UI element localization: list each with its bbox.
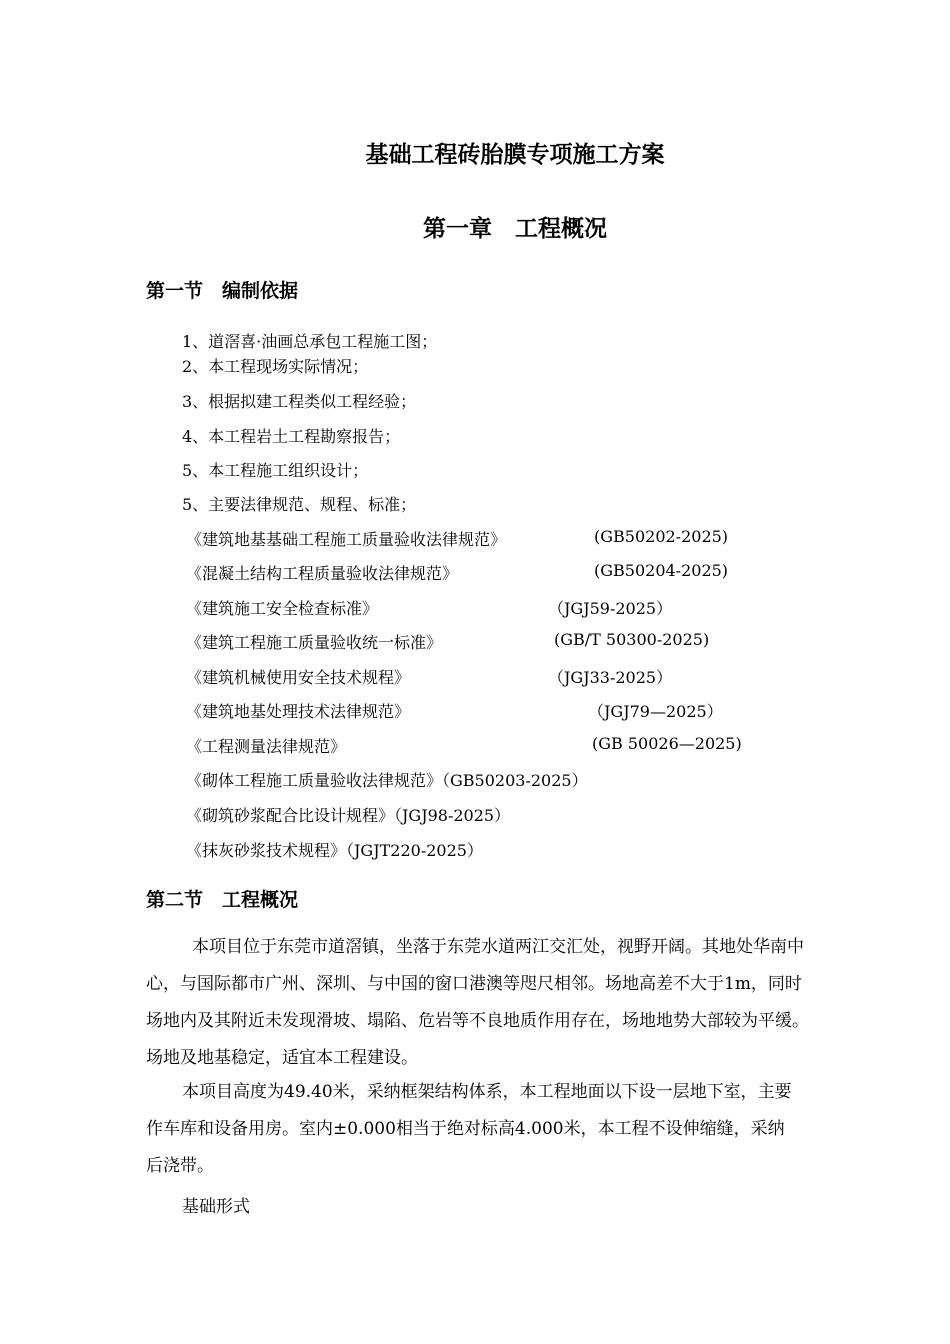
section-heading-basis: 第一节 编制依据 [146, 280, 299, 302]
standard-code: （JGJ33-2025） [548, 668, 673, 687]
standard-code: (GB50204-2025) [594, 561, 729, 580]
basis-item: 4、本工程岩土工程勘察报告； [182, 427, 401, 446]
standard-name: 《混凝土结构工程质量验收法律规范》 [186, 564, 459, 583]
section-heading-overview: 第二节 工程概况 [146, 889, 299, 911]
paragraph-line: 场地内及其附近未发现滑坡、塌陷、危岩等不良地质作用存在，场地地势大部较为平缓。 [146, 1011, 809, 1031]
paragraph-line: 场地及地基稳定，适宜本工程建设。 [146, 1048, 418, 1068]
basis-item: 1、道滘喜·油画总承包工程施工图； [182, 332, 438, 351]
standard-code: (GB/T 50300-2025) [554, 630, 710, 649]
structure-paragraph [146, 1074, 886, 1185]
standard-name: 《工程测量法律规范》 [186, 737, 347, 756]
chapter-heading: 第一章 工程概况 [423, 216, 607, 242]
standard-name: 《建筑地基基础工程施工质量验收法律规范》 [186, 530, 507, 549]
standard-name: 《砌体工程施工质量验收法律规范》（GB50203-2025） [186, 771, 588, 790]
standard-code: (GB50202-2025) [594, 527, 729, 546]
standard-name: 《建筑机械使用安全技术规程》 [186, 668, 411, 687]
standard-name: 《砌筑砂浆配合比设计规程》（JGJ98-2025） [186, 806, 511, 825]
overview-paragraph [146, 929, 886, 1077]
basis-item: 2、本工程现场实际情况； [182, 357, 369, 376]
basis-item: 5、本工程施工组织设计； [182, 461, 369, 480]
standard-code: （JGJ59-2025） [548, 599, 673, 618]
standard-name: 《建筑工程施工质量验收统一标准》 [186, 633, 443, 652]
paragraph-line: 作车库和设备用房。室内±0.000相当于绝对标高4.000米，本工程不设伸缩缝，采纳 [146, 1119, 785, 1139]
paragraph-line: 后浇带。 [146, 1156, 214, 1176]
standard-name: 《抹灰砂浆技术规程》（JGJT220-2025） [186, 841, 483, 860]
foundation-type-label: 基础形式 [182, 1197, 250, 1217]
paragraph-line: 本项目位于东莞市道滘镇，坐落于东莞水道两江交汇处，视野开阔。其地处华南中 [192, 937, 804, 957]
standard-name: 《建筑地基处理技术法律规范》 [186, 702, 411, 721]
basis-item: 3、根据拟建工程类似工程经验； [182, 392, 417, 411]
paragraph-line: 心，与国际都市广州、深圳、与中国的窗口港澳等咫尺相邻。场地高差不大于1m，同时 [146, 974, 802, 994]
document-title: 基础工程砖胎膜专项施工方案 [365, 142, 665, 168]
basis-item: 5、主要法律规范、规程、标准； [182, 495, 417, 514]
standard-code: （JGJ79—2025） [588, 702, 723, 721]
standard-code: (GB 50026—2025) [592, 734, 742, 753]
standard-name: 《建筑施工安全检查标准》 [186, 599, 379, 618]
paragraph-line: 本项目高度为49.40米，采纳框架结构体系，本工程地面以下设一层地下室，主要 [182, 1082, 792, 1102]
